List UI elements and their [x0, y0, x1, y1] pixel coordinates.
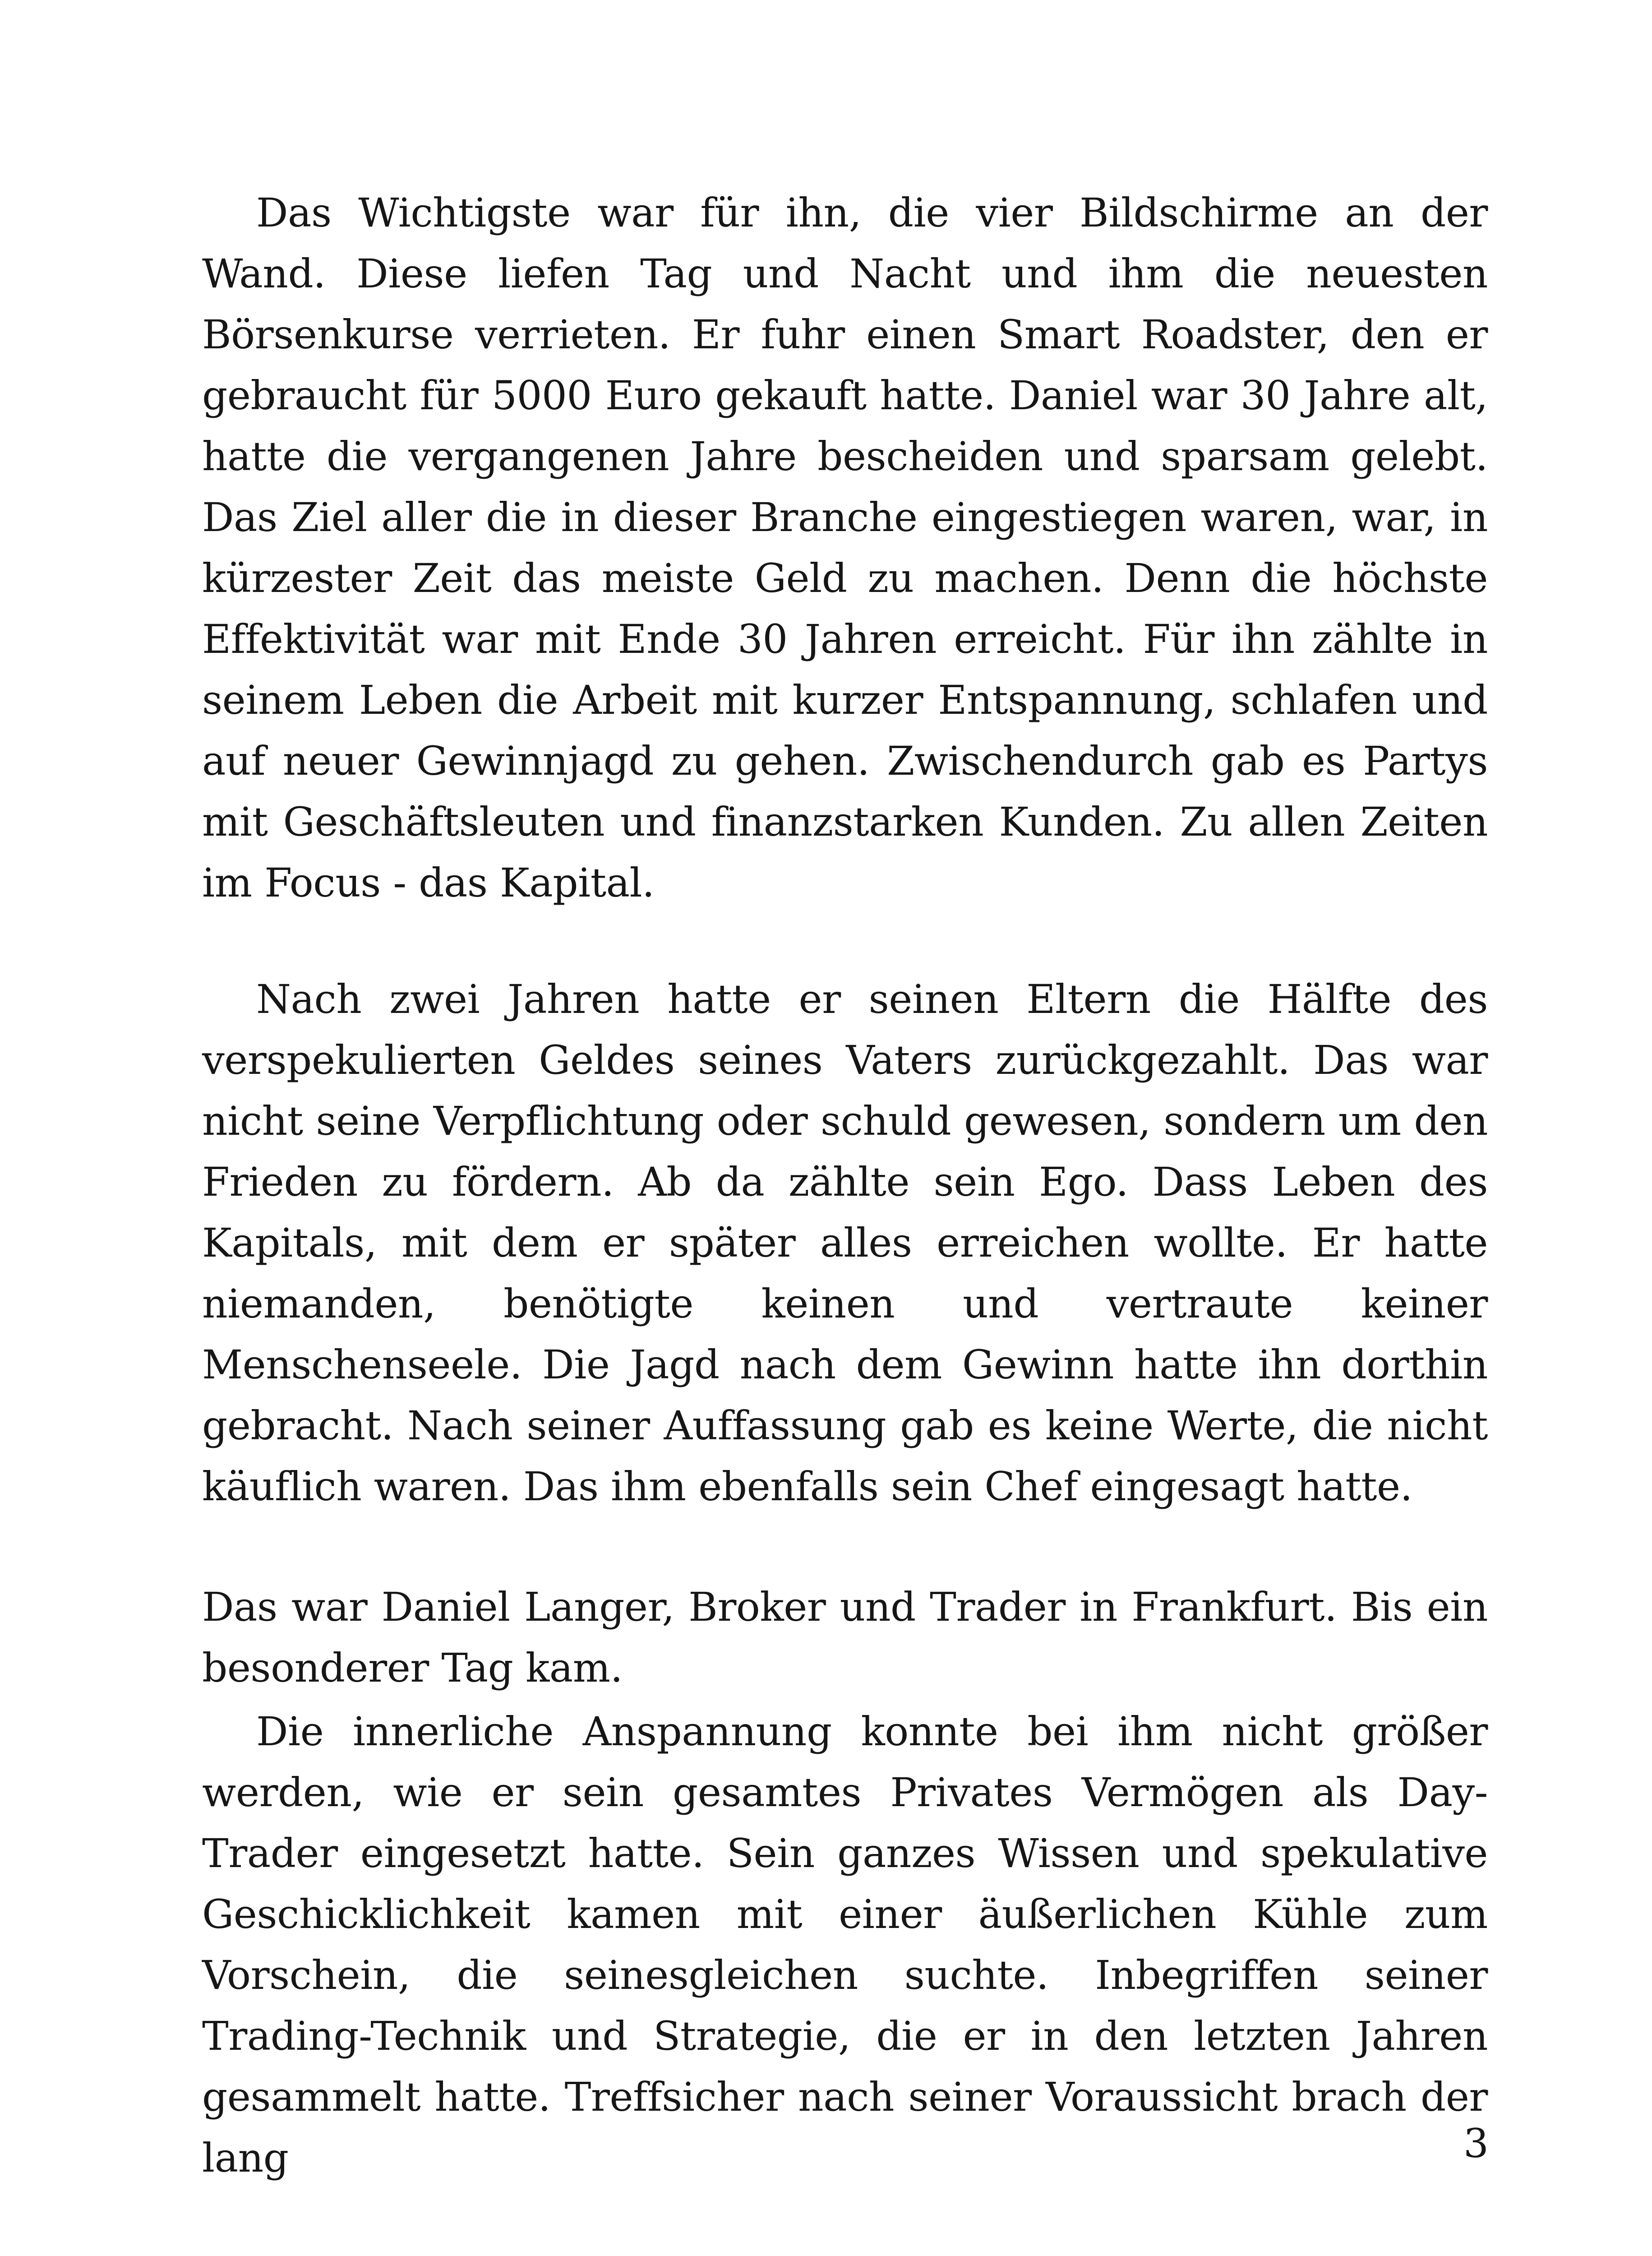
paragraph-text: Die innerliche Anspannung konnte bei ihm nicht größer werden, wie er sein gesamtes Privates Vermögen als Day-Trader eingesetzt hatte. Sein ganzes Wissen und spekulative Geschicklichkeit kamen mit einer äußerlichen Kühle zum Vorschein, die seinesgleichen suchte. Inbegriffen seiner Trading-Technik und Strategie, die er in den letzten Jahren gesammelt hatte. Treffsicher nach seiner Voraussicht brach der lang	[202, 1708, 1488, 2181]
paragraph-3	[202, 1576, 1488, 1698]
page-number: 3	[1463, 2120, 1489, 2167]
paragraph-4	[202, 1701, 1488, 2188]
paragraph-text: Nach zwei Jahren hatte er seinen Eltern die Hälfte des verspekulierten Geldes seines Vaters zurückgezahlt. Das war nicht seine Verpflichtung oder schuld gewesen, sondern um den Frieden zu fördern. Ab da zählte sein Ego. Dass Leben des Kapitals, mit dem er später alles erreichen wollte. Er hatte niemanden, benötigte keinen und vertraute keiner Menschenseele. Die Jagd nach dem Gewinn hatte ihn dorthin gebracht. Nach seiner Auffassung gab es keine Werte, die nicht käuflich waren. Das ihm ebenfalls sein Chef eingesagt hatte.	[202, 976, 1488, 1510]
paragraph-text: Das war Daniel Langer, Broker und Trader in Frankfurt. Bis ein besonderer Tag kam.	[202, 1584, 1488, 1691]
paragraph-text: Das Wichtigste war für ihn, die vier Bildschirme an der Wand. Diese liefen Tag und Nacht und ihm die neuesten Börsenkurse verrieten. Er fuhr einen Smart Roadster, den er gebraucht für 5000 Euro gekauft hatte. Daniel war 30 Jahre alt, hatte die vergangenen Jahre bescheiden und sparsam gelebt. Das Ziel aller die in dieser Branche eingestiegen waren, war, in kürzester Zeit das meiste Geld zu machen. Denn die höchste Effektivität war mit Ende 30 Jahren erreicht. Für ihn zählte in seinem Leben die Arbeit mit kurzer Entspannung, schlafen und auf neuer Gewinnjagd zu gehen. Zwischendurch gab es Partys mit Geschäftsleuten und finanzstarken Kunden. Zu allen Zeiten im Focus - das Kapital.	[202, 190, 1488, 906]
paragraph-2	[202, 969, 1488, 1517]
paragraph-1	[202, 182, 1488, 913]
